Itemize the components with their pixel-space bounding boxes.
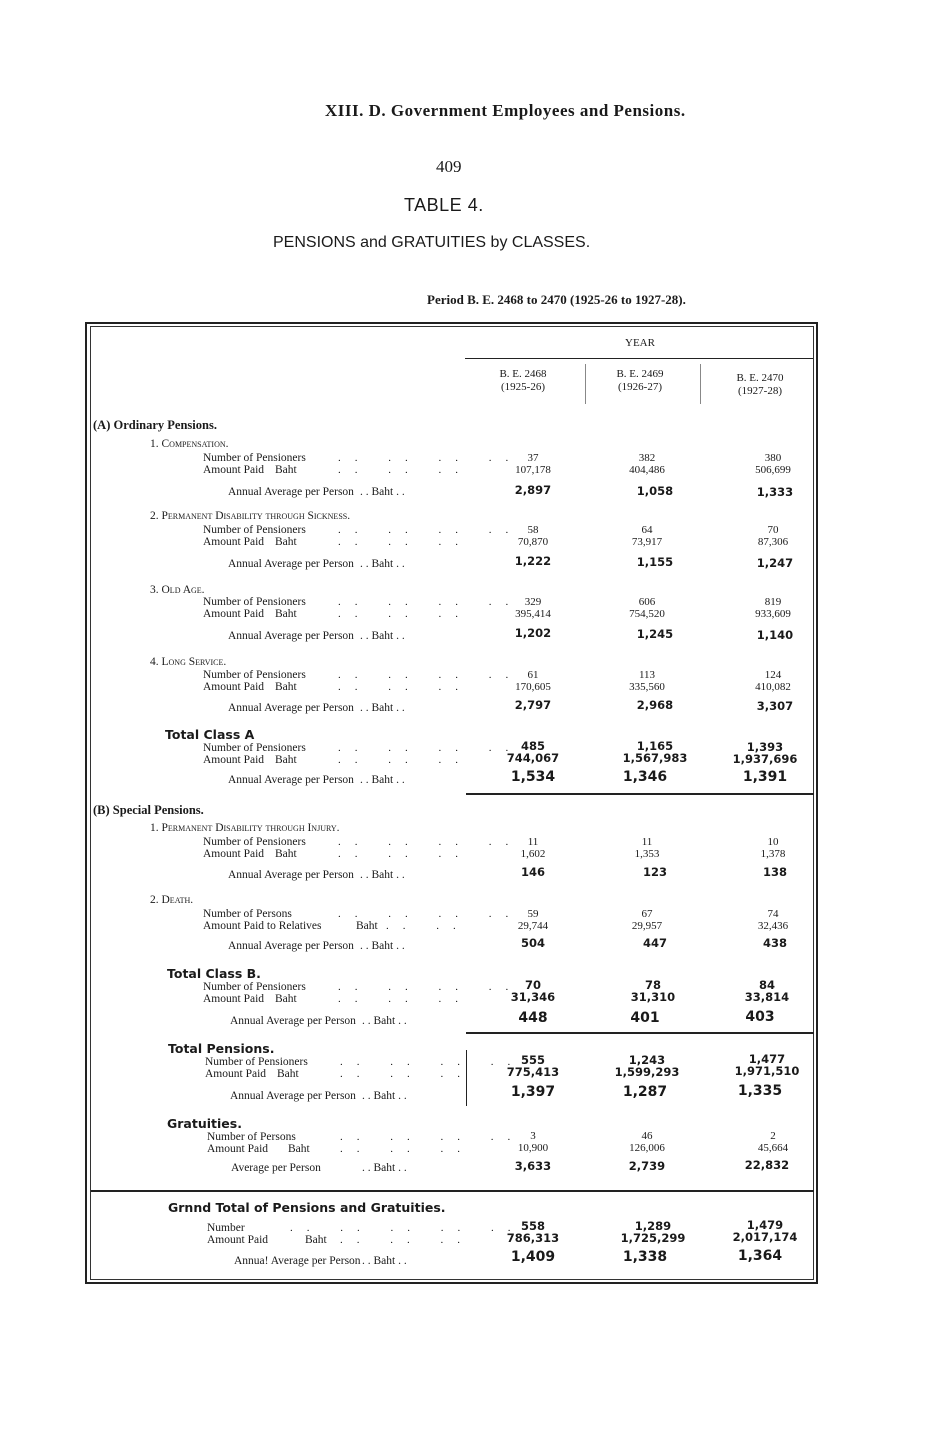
leader-dots: .. .. .. .. (338, 908, 523, 920)
cell: 1,567,983 (622, 751, 688, 765)
unit-label: . . Baht . . (362, 1255, 407, 1267)
row-label: Amount Paid (203, 536, 265, 548)
unit-label: . . Baht . . (360, 774, 405, 786)
leader-dots: .. .. .. (338, 754, 472, 766)
unit-label: . . Baht . . (360, 558, 405, 570)
unit-label: . . Baht . . (360, 940, 405, 952)
leader-dots: .. .. .. .. (338, 596, 523, 608)
cell: 438 (762, 936, 787, 950)
row-label: Amount Paid (207, 1143, 269, 1155)
cell: 448 (518, 1010, 548, 1026)
unit-label: Baht (275, 464, 297, 476)
cell: 395,414 (515, 608, 551, 620)
leader-dots: .. .. .. .. (338, 981, 523, 993)
cell: 87,306 (757, 536, 789, 548)
year-rule (465, 358, 813, 359)
unit-label: Baht (275, 848, 297, 860)
unit-label: Baht (305, 1234, 327, 1246)
cell: 22,832 (744, 1158, 790, 1172)
leader-dots: .. .. .. (338, 608, 472, 620)
row-label: Annual Average per Person (230, 1090, 356, 1102)
cell: 11 (641, 836, 653, 848)
cell: 1,155 (636, 555, 674, 569)
cell: 485 (520, 739, 545, 753)
page-title: XIII. D. Government Employees and Pensions. (325, 101, 686, 120)
cell: 933,609 (755, 608, 791, 620)
cell: 84 (758, 978, 775, 992)
row-label: Annual Average per Person (228, 869, 354, 881)
row-label: Amount Paid (203, 464, 265, 476)
cell: 1,393 (746, 740, 784, 754)
grand-total-rule-top (91, 1190, 814, 1192)
cell: 1,165 (636, 739, 674, 753)
cell: 3 (530, 1130, 536, 1142)
section-title: 1. Compensation. (150, 438, 229, 450)
leader-dots: .. .. .. (338, 536, 472, 548)
table-label: TABLE 4. (404, 195, 484, 215)
cell: 113 (638, 669, 656, 681)
cell: 64 (641, 524, 653, 536)
cell: 1,245 (636, 627, 674, 641)
cell: 10,900 (517, 1142, 549, 1154)
cell: 107,178 (515, 464, 551, 476)
total-pensions-title: Total Pensions. (168, 1041, 275, 1056)
cell: 1,338 (622, 1249, 668, 1265)
cell: 37 (527, 452, 539, 464)
leader-dots: .. .. .. .. (338, 524, 523, 536)
cell: 1,378 (760, 848, 786, 860)
row-label: Number of Persons (207, 1131, 296, 1143)
cell: 1,202 (514, 626, 552, 640)
row-label: Number of Pensioners (203, 836, 306, 848)
cell: 506,699 (755, 464, 791, 476)
cell: 123 (642, 865, 667, 879)
cell: 410,082 (755, 681, 791, 693)
unit-label: . . Baht . . (360, 869, 405, 881)
cell: 1,346 (622, 769, 668, 785)
leader-dots: .. .. .. .. (340, 1131, 525, 1143)
row-label: Amount Paid (203, 848, 265, 860)
cell: 67 (641, 908, 653, 920)
cell: 1,599,293 (614, 1065, 680, 1079)
leader-dots: .. .. .. (340, 1234, 474, 1246)
row-label: Number (207, 1222, 245, 1234)
col-divider-2 (700, 364, 701, 404)
cell: 2,897 (514, 483, 552, 497)
row-label: Annual Average per Person (228, 774, 354, 786)
unit-label: Baht (275, 681, 297, 693)
cell: 1,287 (622, 1084, 668, 1100)
unit-label: . . Baht . . (362, 1015, 407, 1027)
cell: 46 (641, 1130, 653, 1142)
leader-dots: .. .. .. .. (340, 1056, 525, 1068)
cell: 786,313 (506, 1231, 560, 1245)
row-label: Number of Pensioners (203, 452, 306, 464)
leader-dots: .. .. .. .. (338, 669, 523, 681)
cell: 382 (638, 452, 656, 464)
cell: 380 (764, 452, 782, 464)
row-label: Number of Pensioners (203, 596, 306, 608)
cell: 1,243 (628, 1053, 666, 1067)
row-label: Annual Average per Person (228, 940, 354, 952)
leader-dots: .. .. .. (338, 848, 472, 860)
cell: 1,353 (634, 848, 660, 860)
unit-label: . . Baht . . (362, 1090, 407, 1102)
unit-label: Baht (275, 754, 297, 766)
unit-label: Baht (356, 920, 378, 932)
row-label: Amount Paid (203, 993, 265, 1005)
cell: 138 (762, 865, 787, 879)
gratuities-title: Gratuities. (167, 1116, 242, 1131)
cell: 2,797 (514, 698, 552, 712)
cell: 555 (520, 1053, 545, 1067)
cell: 29,744 (517, 920, 549, 932)
cell: 1,534 (510, 769, 556, 785)
row-label: Average per Person (231, 1162, 321, 1174)
section-title: 4. Long Service. (150, 656, 227, 668)
cell: 74 (767, 908, 779, 920)
cell: 744,067 (506, 751, 560, 765)
leader-dots: .. .. .. (338, 993, 472, 1005)
cell: 401 (630, 1010, 660, 1026)
cell: 1,140 (756, 628, 794, 642)
col-head-2: B. E. 2469 (1926-27) (616, 368, 664, 393)
row-label: Number of Persons (203, 908, 292, 920)
cell: 32,436 (757, 920, 789, 932)
cell: 1,477 (748, 1052, 786, 1066)
cell: 558 (520, 1219, 545, 1233)
leader-dots: .. .. .. (340, 1068, 474, 1080)
cell: 1,397 (510, 1084, 556, 1100)
period-line: Period B. E. 2468 to 2470 (1925-26 to 1927-28). (427, 292, 686, 307)
cell: 61 (527, 669, 539, 681)
section-title: 1. Permanent Disability through Injury. (150, 822, 340, 834)
row-label: Amount Paid (207, 1234, 269, 1246)
grand-total-title: Grnnd Total of Pensions and Gratuities. (168, 1200, 446, 1215)
leader-dots: .. .. (386, 920, 470, 932)
row-label: Number of Pensioners (205, 1056, 308, 1068)
cell: 1,937,696 (732, 752, 798, 766)
cell: 447 (642, 936, 667, 950)
cell: 819 (764, 596, 782, 608)
row-label: Amount Paid to Relatives (203, 920, 322, 932)
row-label: Annual Average per Person (228, 558, 354, 570)
cell: 2,017,174 (732, 1230, 798, 1244)
page-number: 409 (436, 157, 462, 176)
cell: 73,917 (631, 536, 663, 548)
cell: 70,870 (517, 536, 549, 548)
cell: 3,307 (756, 699, 794, 713)
cell: 775,413 (506, 1065, 560, 1079)
class-a-title: (A) Ordinary Pensions. (93, 418, 217, 432)
leader-dots: .. .. .. .. (338, 836, 523, 848)
cell: 329 (524, 596, 542, 608)
total-class-a-title: Total Class A (165, 727, 255, 742)
class-b-title: (B) Special Pensions. (93, 803, 204, 817)
cell: 335,560 (629, 681, 665, 693)
unit-label: Baht (275, 993, 297, 1005)
cell: 754,520 (629, 608, 665, 620)
cell: 3,633 (514, 1159, 552, 1173)
cell: 1,364 (737, 1248, 783, 1264)
unit-label: . . Baht . . (362, 1162, 407, 1174)
cell: 31,346 (510, 990, 556, 1004)
cell: 1,289 (634, 1219, 672, 1233)
row-label: Number of Pensioners (203, 981, 306, 993)
section-title: 2. Death. (150, 894, 194, 906)
cell: 124 (764, 669, 782, 681)
cell: 70 (524, 978, 541, 992)
cell: 70 (767, 524, 779, 536)
cell: 1,391 (742, 769, 788, 785)
total-class-b-title: Total Class B. (167, 966, 261, 981)
table-subtitle: PENSIONS and GRATUITIES by CLASSES. (273, 234, 591, 251)
leader-dots: .. .. .. (338, 681, 472, 693)
row-label: Annua! Average per Person (234, 1255, 361, 1267)
cell: 78 (644, 978, 661, 992)
unit-label: . . Baht . . (360, 630, 405, 642)
unit-label: . . Baht . . (360, 702, 405, 714)
cell: 2,968 (636, 698, 674, 712)
cell: 170,605 (515, 681, 551, 693)
row-label: Amount Paid (203, 681, 265, 693)
row-label: Annual Average per Person (230, 1015, 356, 1027)
cell: 1,333 (756, 485, 794, 499)
row-label: Annual Average per Person (228, 486, 354, 498)
unit-label: Baht (277, 1068, 299, 1080)
cell: 1,335 (737, 1083, 783, 1099)
cell: 1,409 (510, 1249, 556, 1265)
cell: 31,310 (630, 990, 676, 1004)
rule (466, 1032, 814, 1034)
section-title: 2. Permanent Disability through Sickness. (150, 510, 351, 522)
cell: 1,479 (746, 1218, 784, 1232)
cell: 504 (520, 936, 545, 950)
cell: 1,222 (514, 554, 552, 568)
cell: 29,957 (631, 920, 663, 932)
cell: 146 (520, 865, 545, 879)
cell: 58 (527, 524, 539, 536)
col-head-3: B. E. 2470 (1927-28) (736, 372, 784, 397)
cell: 59 (527, 908, 539, 920)
row-label: Amount Paid (203, 608, 265, 620)
leader-dots: .. .. .. (340, 1143, 474, 1155)
leader-dots: .. .. .. .. (338, 452, 523, 464)
year-header: YEAR (625, 337, 655, 349)
cell: 2 (770, 1130, 776, 1142)
leader-dots: .. .. .. .. .. (290, 1222, 525, 1234)
row-label: Annual Average per Person (228, 630, 354, 642)
cell: 1,247 (756, 556, 794, 570)
cell: 606 (638, 596, 656, 608)
cell: 10 (767, 836, 779, 848)
cell: 45,664 (757, 1142, 789, 1154)
cell: 2,739 (628, 1159, 666, 1173)
row-label: Number of Pensioners (203, 524, 306, 536)
section-title: 3. Old Age. (150, 584, 205, 596)
cell: 403 (745, 1009, 775, 1025)
cell: 1,602 (520, 848, 546, 860)
cell: 33,814 (744, 990, 790, 1004)
cell: 1,058 (636, 484, 674, 498)
row-label: Annual Average per Person (228, 702, 354, 714)
cell: 11 (527, 836, 539, 848)
row-label: Number of Pensioners (203, 742, 306, 754)
cell: 1,971,510 (734, 1064, 800, 1078)
leader-dots: .. .. .. (338, 464, 472, 476)
unit-label: . . Baht . . (360, 486, 405, 498)
unit-label: Baht (288, 1143, 310, 1155)
cell: 404,486 (629, 464, 665, 476)
rule (466, 793, 814, 795)
cell: 126,006 (629, 1142, 665, 1154)
row-label: Amount Paid (205, 1068, 267, 1080)
col-head-1: B. E. 2468 (1925-26) (499, 368, 547, 393)
row-label: Number of Pensioners (203, 669, 306, 681)
cell: 1,725,299 (620, 1231, 686, 1245)
unit-label: Baht (275, 536, 297, 548)
row-label: Amount Paid (203, 754, 265, 766)
unit-label: Baht (275, 608, 297, 620)
leader-dots: .. .. .. .. (338, 742, 523, 754)
